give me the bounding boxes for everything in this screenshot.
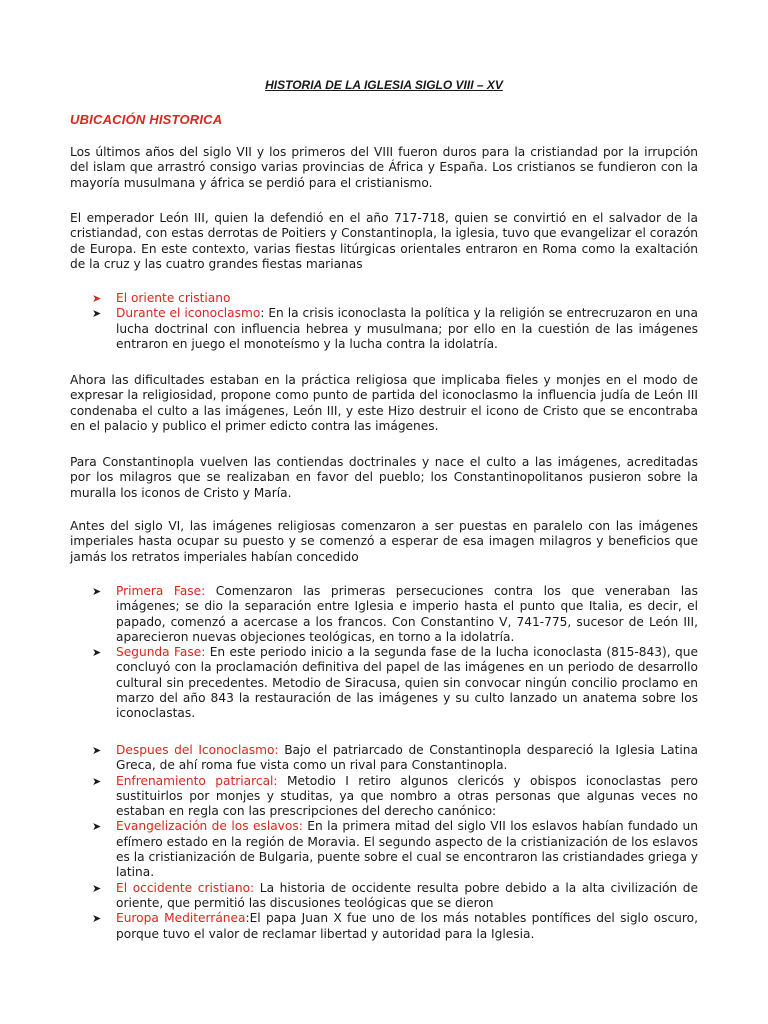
list-item (92, 881, 698, 912)
paragraph-5: Antes del siglo VI, las imágenes religiosas comenzaron a ser puestas en paralelo con las imágenes imperiales hasta ocupar su puesto y se comenzó a esperar de esa imagen milagros y beneficios que jamás los retratos imperiales habían concedido (70, 519, 698, 564)
arrow-bullet-icon: ➤ (92, 912, 102, 926)
list-item (92, 584, 698, 645)
list-item-label: Evangelización de los eslavos: (116, 819, 303, 834)
paragraph-3: Ahora las dificultades estaban en la práctica religiosa que implicaba fieles y monjes en el modo de expresar la religiosidad, propone como punto de partida del iconoclasmo la influencia judía de León III condenaba el culto a las imágenes, León III, y este Hizo destruir el icono de Cristo que se encontraba en el palacio y publico el primer edicto contra las imágenes. (70, 373, 698, 433)
list-item-text: Bajo el patriarcado de Constantinopla despareció la Iglesia Latina Greca, de ahí roma fue vista como un rival para Constantinopla. (116, 743, 698, 773)
list-item-text: : En la crisis iconoclasta la política y la religión se entrecruzaron en una lucha doctrinal con influencia hebrea y musulmana; por ello en la cuestión de las imágenes entraron en juego el monoteísmo y la lucha contra la idolatría. (116, 306, 698, 351)
bullet-list-1 (92, 291, 698, 352)
paragraph-4: Para Constantinopla vuelven las contiendas doctrinales y nace el culto a las imágenes, acreditadas por los milagros que se realizaban en favor del pueblo; los Constantinopolitanos pusieron sobre la muralla los iconos de Cristo y María. (70, 455, 698, 500)
list-item-label: Despues del Iconoclasmo: (116, 743, 279, 757)
document-title: HISTORIA DE LA IGLESIA SIGLO VIII – XV (265, 78, 503, 92)
bullet-list-2 (92, 584, 698, 722)
list-item-text: En la primera mitad del siglo VII los eslavos habían fundado un efímero estado en la región de Moravia. El segundo aspecto de la cristianización de los eslavos es la cristianización de Bulgaria, puente sobre el cual se encontraron las cristiandades griega y latina. (116, 819, 698, 880)
list-item (92, 911, 698, 942)
list-item-label: Enfrenamiento patriarcal: (116, 773, 278, 788)
list-item-label: Durante el iconoclasmo (116, 306, 261, 321)
section-heading: UBICACIÓN HISTORICA (70, 112, 223, 127)
list-item (92, 819, 698, 880)
list-item-text: La historia de occidente resulta pobre debido a la alta civilización de oriente, que permitió las discusiones teológicas que se dieron (116, 880, 698, 910)
list-item-text: Metodio I retiro algunos clericós y obispos iconoclastas pero sustituirlos por monjes y studitas, ya que nombro a otras personas que algunas veces no estaban en regla con las prescripciones del derecho canónico: (116, 773, 698, 819)
list-item (92, 306, 698, 352)
paragraph-1: Los últimos años del siglo VII y los primeros del VIII fueron duros para la cristiandad por la irrupción del islam que arrastró consigo varias provincias de África y España. Los cristianos se fundieron con la mayoría musulmana y áfrica se perdió para el cristianismo. (70, 145, 698, 190)
arrow-bullet-icon: ➤ (92, 307, 102, 321)
list-item-text: :El papa Juan X fue uno de los más notables pontífices del siglo oscuro, porque tuvo el valor de reclamar libertad y autoridad para la Iglesia. (116, 911, 698, 941)
arrow-bullet-icon: ➤ (92, 774, 102, 788)
list-item-label: Europa Mediterránea (116, 911, 246, 926)
list-item (92, 774, 698, 820)
arrow-bullet-icon: ➤ (92, 292, 102, 305)
paragraph-2: El emperador León III, quien la defendió en el año 717-718, quien se convirtió en el salvador de la cristiandad, con estas derrotas de Poitiers y Constantinopla, la iglesia, tuvo que evangelizar el corazón de Europa. En este contexto, varias fiestas litúrgicas orientales entraron en Roma como la exaltación de la cruz y las cuatro grandes fiestas marianas (70, 211, 699, 271)
bullet-list-3 (92, 743, 698, 942)
list-item-text: Comenzaron las primeras persecuciones contra los que veneraban las imágenes; se dio la separación entre Iglesia e imperio hasta el punto que Italia, es decir, el papado, comenzó a acercase a los francos. Con Constantino V, 741-775, sucesor de León III, aparecieron nuevas objeciones teológicas, en torno a la idolatría. (116, 584, 698, 644)
list-item-label: Primera Fase: (116, 584, 206, 598)
arrow-bullet-icon: ➤ (92, 881, 102, 895)
list-item (92, 645, 698, 721)
list-item-text: En este periodo inicio a la segunda fase de la lucha iconoclasta (815-843), que concluyó con la proclamación definitiva del papel de las imágenes en un periodo de desarrollo cultural sin precedentes. Metodio de Siracusa, quien sin convocar ningún concilio proclamo en marzo del año 843 la restauración de las imágenes y su culto lanzado un anatema sobre los iconoclastas. (116, 645, 698, 721)
list-item-label: El occidente cristiano: (116, 880, 255, 895)
list-item (92, 291, 698, 306)
list-item-label: El oriente cristiano (116, 291, 231, 305)
arrow-bullet-icon: ➤ (92, 820, 102, 834)
arrow-bullet-icon: ➤ (92, 585, 102, 598)
arrow-bullet-icon: ➤ (92, 744, 102, 757)
list-item (92, 743, 698, 774)
list-item-label: Segunda Fase: (116, 645, 206, 660)
arrow-bullet-icon: ➤ (92, 646, 102, 660)
